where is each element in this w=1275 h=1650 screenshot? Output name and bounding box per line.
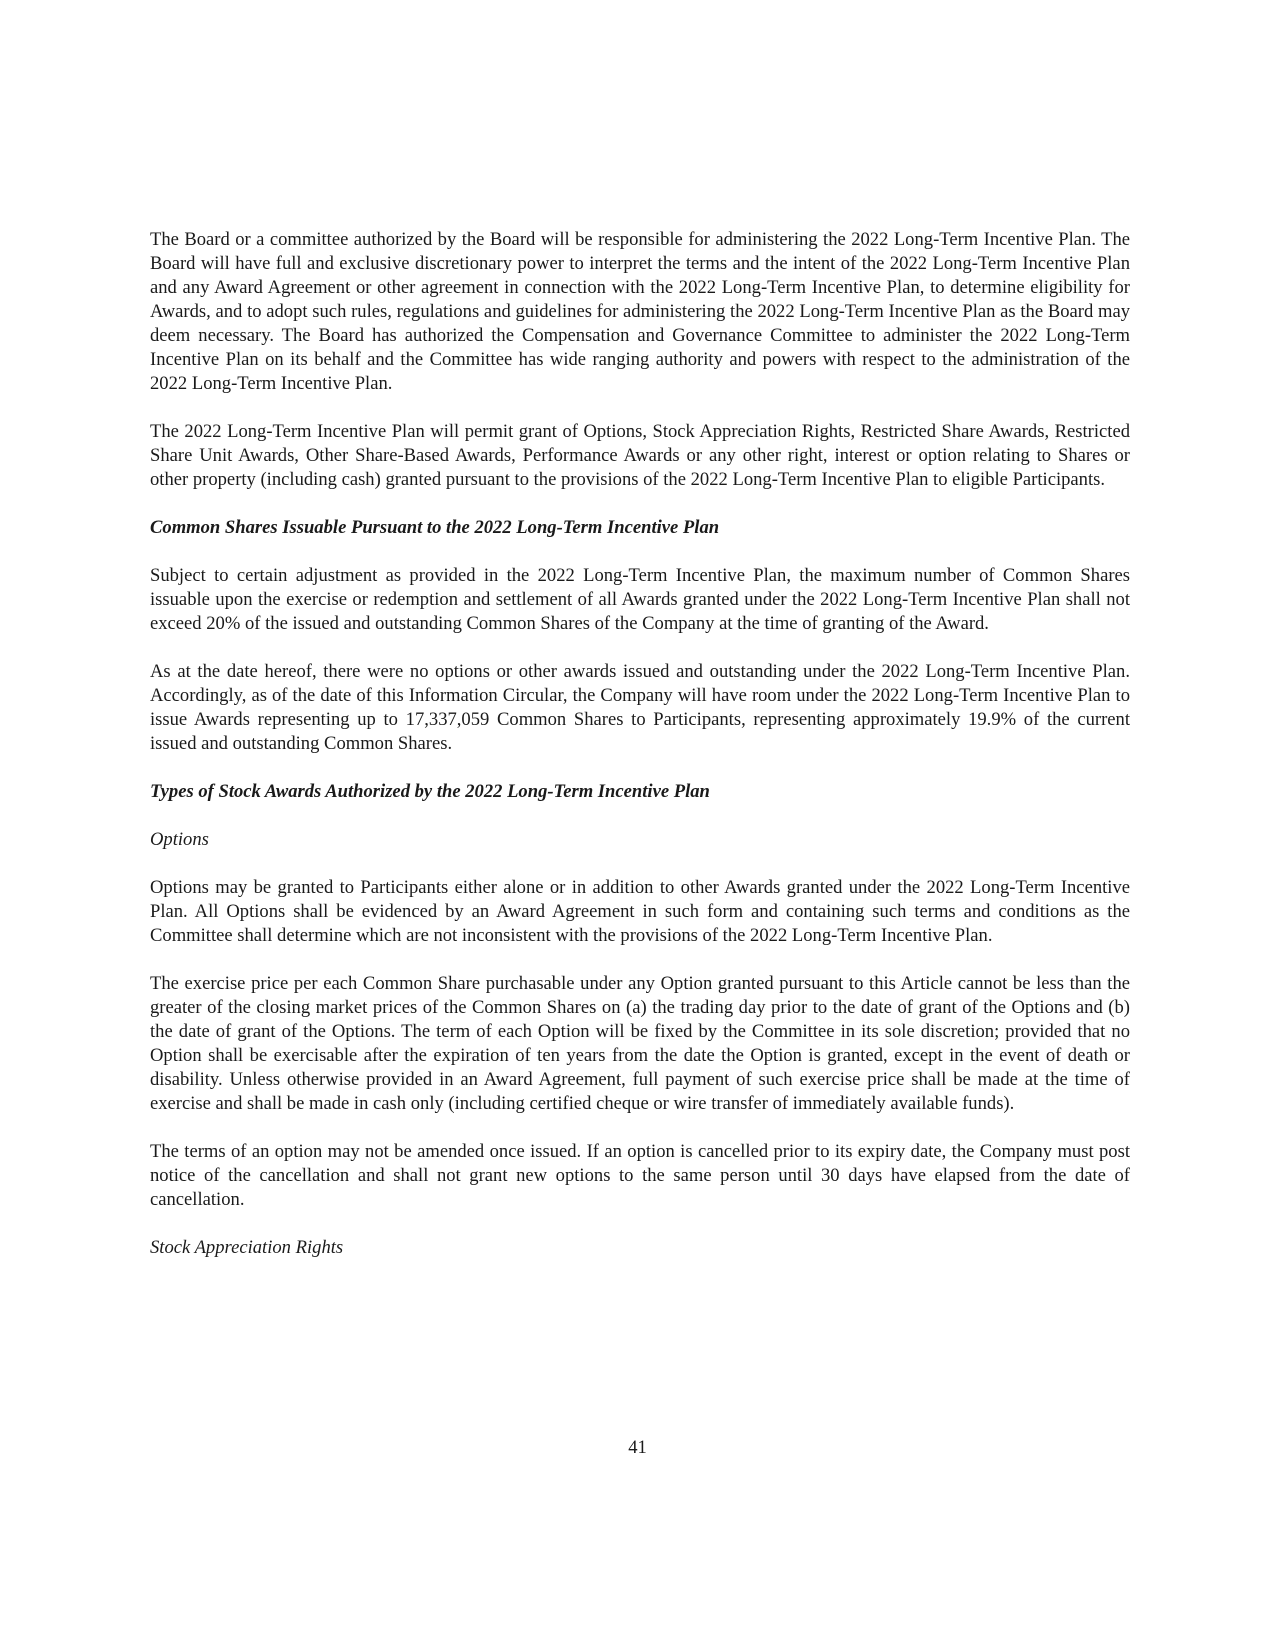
page-number: 41 — [628, 1437, 647, 1458]
subheading-stock-appreciation-rights: Stock Appreciation Rights — [150, 1237, 344, 1258]
paragraph-award-types: The 2022 Long-Term Incentive Plan will permit grant of Options, Stock Appreciation Rights, Restricted Share Awards, Restricted Share Unit Awards, Other Share-Based Awards, Performance Awards or any other right, interest or option relating to Shares or other property (including cash) granted pursuant to the provisions of the 2022 Long-Term Incentive Plan to eligible Participants. — [150, 421, 1130, 490]
paragraph-option-amendment: The terms of an option may not be amended once issued. If an option is cancelled prior to its expiry date, the Company must post notice of the cancellation and shall not grant new options to the same person until 30 days have elapsed from the date of cancellation. — [150, 1141, 1130, 1210]
paragraph-options-grant: Options may be granted to Participants either alone or in addition to other Awards granted under the 2022 Long-Term Incentive Plan. All Options shall be evidenced by an Award Agreement in such form and containing such terms and conditions as the Committee shall determine which are not inconsistent with the provisions of the 2022 Long-Term Incentive Plan. — [150, 877, 1130, 946]
paragraph-current-room: As at the date hereof, there were no options or other awards issued and outstanding under the 2022 Long-Term Incentive Plan. Accordingly, as of the date of this Information Circular, the Company will have room under the 2022 Long-Term Incentive Plan to issue Awards representing up to 17,337,059 Common Shares to Participants, representing approximately 19.9% of the current issued and outstanding Common Shares. — [150, 661, 1130, 754]
paragraph-maximum-shares: Subject to certain adjustment as provided in the 2022 Long-Term Incentive Plan, the maximum number of Common Shares issuable upon the exercise or redemption and settlement of all Awards granted under the 2022 Long-Term Incentive Plan shall not exceed 20% of the issued and outstanding Common Shares of the Company at the time of granting of the Award. — [150, 565, 1130, 634]
paragraph-plan-administration: The Board or a committee authorized by the Board will be responsible for administering the 2022 Long-Term Incentive Plan. The Board will have full and exclusive discretionary power to interpret the terms and the intent of the 2022 Long-Term Incentive Plan and any Award Agreement or other agreement in connection with the 2022 Long-Term Incentive Plan, to determine eligibility for Awards, and to adopt such rules, regulations and guidelines for administering the 2022 Long-Term Incentive Plan as the Board may deem necessary. The Board has authorized the Compensation and Governance Committee to administer the 2022 Long-Term Incentive Plan on its behalf and the Committee has wide ranging authority and powers with respect to the administration of the 2022 Long-Term Incentive Plan. — [150, 229, 1130, 394]
paragraph-exercise-price: The exercise price per each Common Share purchasable under any Option granted pursuant to this Article cannot be less than the greater of the closing market prices of the Common Shares on (a) the trading day prior to the date of grant of the Options and (b) the date of grant of the Options. The term of each Option will be fixed by the Committee in its sole discretion; provided that no Option shall be exercisable after the expiration of ten years from the date the Option is granted, except in the event of death or disability. Unless otherwise provided in an Award Agreement, full payment of such exercise price shall be made at the time of exercise and shall be made in cash only (including certified cheque or wire transfer of immediately available funds). — [150, 973, 1130, 1114]
section-heading-types-of-awards: Types of Stock Awards Authorized by the 2022 Long-Term Incentive Plan — [150, 781, 710, 802]
document-page — [150, 228, 1130, 1284]
subheading-options: Options — [150, 829, 209, 850]
section-heading-common-shares-issuable: Common Shares Issuable Pursuant to the 2022 Long-Term Incentive Plan — [150, 517, 720, 538]
